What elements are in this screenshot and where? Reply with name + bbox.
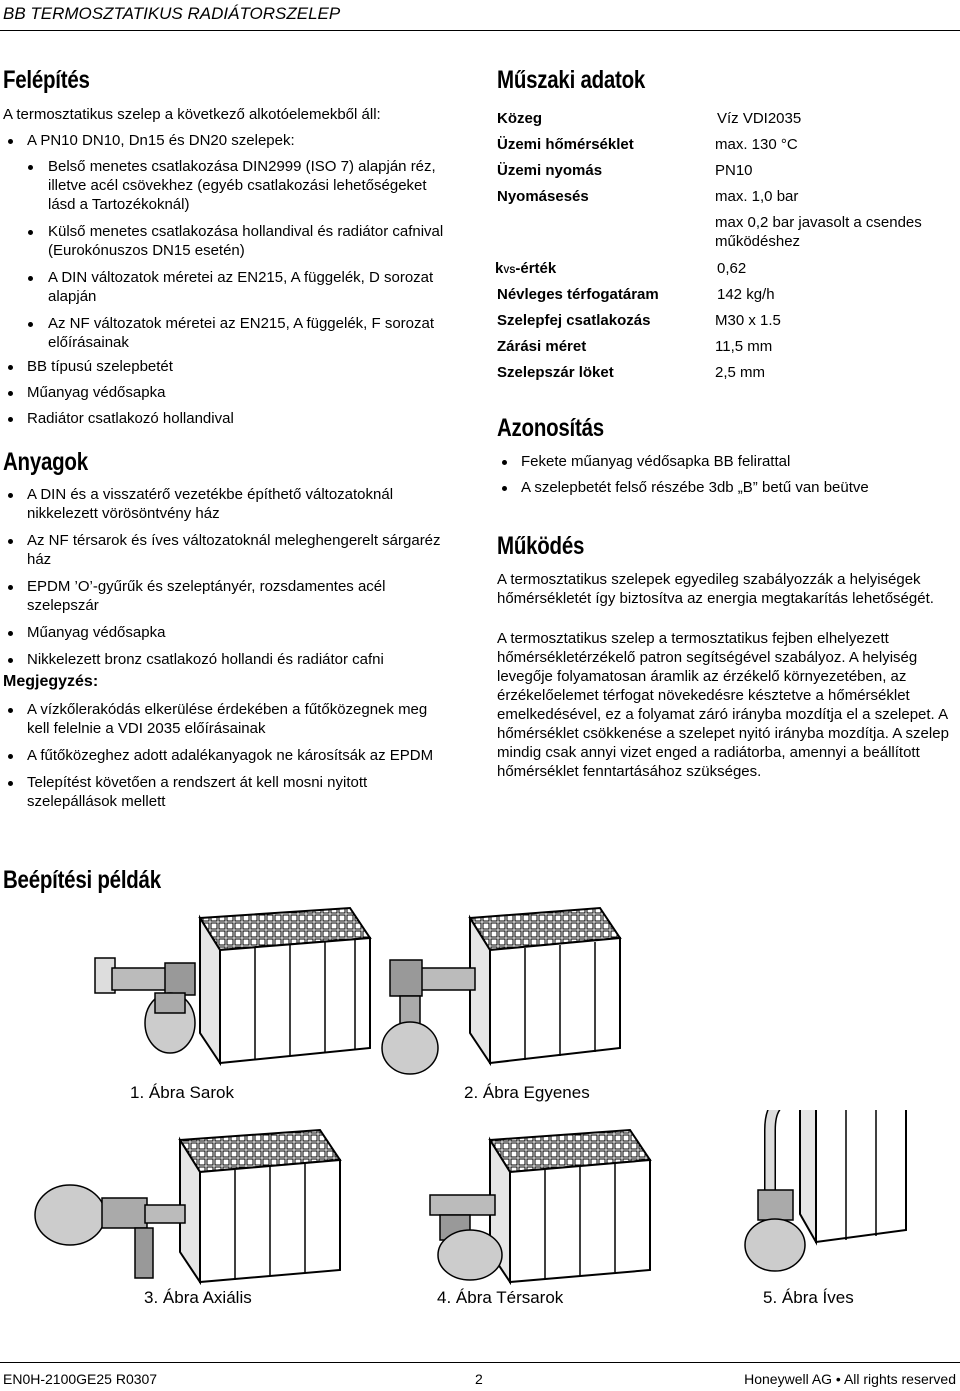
felepites-list-2 xyxy=(7,357,457,428)
document-title: BB TERMOSZTATIKUS RADIÁTORSZELEP xyxy=(3,4,341,23)
bullet-icon xyxy=(8,365,13,370)
spec-value: 2,5 mm xyxy=(715,364,766,381)
felepites-sublist xyxy=(27,157,457,352)
radiator-icon xyxy=(180,1130,340,1282)
muszaki-heading: Műszaki adatok xyxy=(497,66,646,94)
installation-figure-row-1 xyxy=(90,898,630,1078)
document-code: EN0H-2100GE25 R0307 xyxy=(3,1371,158,1387)
spec-key: Szelepszár löket xyxy=(497,364,614,381)
bullet-icon xyxy=(8,139,13,144)
copyright: Honeywell AG • All rights reserved xyxy=(744,1371,956,1387)
spec-value: 0,62 xyxy=(717,260,747,277)
felepites-list xyxy=(7,131,457,150)
bullet-icon xyxy=(8,708,13,713)
spec-value: 142 kg/h xyxy=(717,286,775,303)
radiator-icon xyxy=(470,908,620,1063)
list-item: A fűtőközeghez adott adalékanyagok ne károsítsák az EPDM xyxy=(7,746,452,765)
azonositas-list xyxy=(501,452,956,497)
list-item: Külső menetes csatlakozása hollandival és radiátor cafnival (Eurokónuszos DN15 esetén) xyxy=(27,222,457,260)
bullet-icon xyxy=(28,322,33,327)
bullet-icon xyxy=(8,539,13,544)
megjegyzes-heading: Megjegyzés: xyxy=(3,673,99,690)
felepites-heading: Felépítés xyxy=(3,66,90,94)
spec-key: Nyomásesés xyxy=(497,188,589,205)
figure-caption: 3. Ábra Axiális xyxy=(144,1288,252,1307)
bullet-icon xyxy=(8,658,13,663)
list-item: Az NF változatok méretei az EN215, A függelék, F sorozat előírásainak xyxy=(27,314,457,352)
bullet-icon xyxy=(502,486,507,491)
spec-value: max. 1,0 bar xyxy=(715,188,799,205)
figure-caption: 4. Ábra Térsarok xyxy=(437,1288,564,1307)
mukodes-paragraph-1: A termosztatikus szelepek egyedileg szabályozzák a helyiségek hőmérsékletét így biztosítva az energia megtakarítás lehetőségét. xyxy=(497,571,934,607)
valve-icon xyxy=(95,958,195,1053)
spec-key: kVS-érték xyxy=(495,260,557,277)
bullet-icon xyxy=(8,781,13,786)
felepites-intro: A termosztatikus szelep a következő alkotóelemekből áll: xyxy=(3,106,381,123)
mukodes-paragraph-2: A termosztatikus szelep a termosztatikus fejben elhelyezett hőmérsékletérzékelő patron segítségével szabályoz. A helyiség levegője folyamatosan áramlik az érzékelő környezetében, az érzékelőelemet térfogat növekedésre késztetve a hőmérséklet emelkedésével, ez a folyamat záró irányba mozdítja el a szelepet. A hőmérséklet csökkenése a szelepet nyitó irányba mozdítja. A szelep mindig csak annyi vizet enged a radiátorba, amennyi a beállított hőmérséklet fenntartásához szükséges. xyxy=(497,630,949,780)
list-item: Nikkelezett bronz csatlakozó hollandi és radiátor cafni xyxy=(7,650,452,669)
list-item: Belső menetes csatlakozása DIN2999 (ISO 7) alapján réz, illetve acél csövekhez (egyéb csatlakozási lehetőségeket lásd a Tartozékoknál) xyxy=(27,157,457,214)
spec-value: 11,5 mm xyxy=(715,338,773,355)
bullet-icon xyxy=(8,585,13,590)
spec-key: Zárási méret xyxy=(497,338,587,355)
list-item: A PN10 DN10, Dn15 és DN20 szelepek: xyxy=(7,131,457,150)
bullet-icon xyxy=(8,391,13,396)
radiator-icon xyxy=(200,908,370,1063)
bullet-icon xyxy=(8,631,13,636)
bullet-icon xyxy=(28,230,33,235)
list-item: A DIN változatok méretei az EN215, A függelék, D sorozat alapján xyxy=(27,268,457,306)
bullet-icon xyxy=(28,276,33,281)
radiator-icon xyxy=(490,1130,650,1282)
valve-icon xyxy=(382,960,475,1074)
page-footer xyxy=(0,1362,960,1391)
azonositas-heading: Azonosítás xyxy=(497,414,604,442)
list-item: A szelepbetét felső részébe 3db „B” betű van beütve xyxy=(501,478,956,497)
megjegyzes-list xyxy=(7,700,452,811)
bullet-icon xyxy=(8,493,13,498)
beepitesi-heading: Beépítési példák xyxy=(3,866,161,894)
spec-key: Üzemi nyomás xyxy=(497,162,603,179)
spec-value: Víz VDI2035 xyxy=(717,110,802,127)
spec-key: Közeg xyxy=(497,110,542,127)
list-item: Műanyag védősapka xyxy=(7,383,457,402)
bullet-icon xyxy=(8,754,13,759)
anyagok-list xyxy=(7,485,452,669)
spec-value: max. 130 °C xyxy=(715,136,798,153)
bullet-icon xyxy=(8,417,13,422)
figure-caption: 5. Ábra Íves xyxy=(763,1288,854,1307)
list-item: Radiátor csatlakozó hollandival xyxy=(7,409,457,428)
spec-key: Szelepfej csatlakozás xyxy=(497,312,651,329)
list-item: BB típusú szelepbetét xyxy=(7,357,457,376)
figure-caption: 1. Ábra Sarok xyxy=(130,1083,234,1102)
spec-key: Üzemi hőmérséklet xyxy=(497,136,634,153)
list-item: Az NF térsarok és íves változatoknál meleghengerelt sárgaréz ház xyxy=(7,531,452,569)
spec-key: Névleges térfogatáram xyxy=(497,286,659,303)
page-header xyxy=(0,0,960,31)
list-item: Telepítést követően a rendszert át kell mosni nyitott szelepállások mellett xyxy=(7,773,452,811)
spec-value: max 0,2 bar javasolt a csendes működéshez xyxy=(715,214,922,250)
bullet-icon xyxy=(502,460,507,465)
list-item: EPDM ’O’-gyűrűk és szeleptányér, rozsdamentes acél szelepszár xyxy=(7,577,452,615)
list-item: Fekete műanyag védősapka BB felirattal xyxy=(501,452,956,471)
valve-icon xyxy=(35,1185,185,1278)
mukodes-heading: Működés xyxy=(497,532,585,560)
spec-value: PN10 xyxy=(715,162,753,179)
page-number: 2 xyxy=(475,1371,483,1387)
list-item: A DIN és a visszatérő vezetékbe építhető változatoknál nikkelezett vörösöntvény ház xyxy=(7,485,452,523)
list-item: A vízkőlerakódás elkerülése érdekében a fűtőközegnek meg kell felelnie a VDI 2035 előírásainak xyxy=(7,700,452,738)
valve-icon xyxy=(430,1195,502,1280)
figure-caption: 2. Ábra Egyenes xyxy=(464,1083,590,1102)
list-item: Műanyag védősapka xyxy=(7,623,452,642)
anyagok-heading: Anyagok xyxy=(3,448,88,476)
bullet-icon xyxy=(28,165,33,170)
valve-icon xyxy=(745,1110,805,1271)
installation-figure-row-2 xyxy=(30,1110,910,1285)
radiator-icon xyxy=(800,1110,906,1242)
spec-value: M30 x 1.5 xyxy=(715,312,781,329)
